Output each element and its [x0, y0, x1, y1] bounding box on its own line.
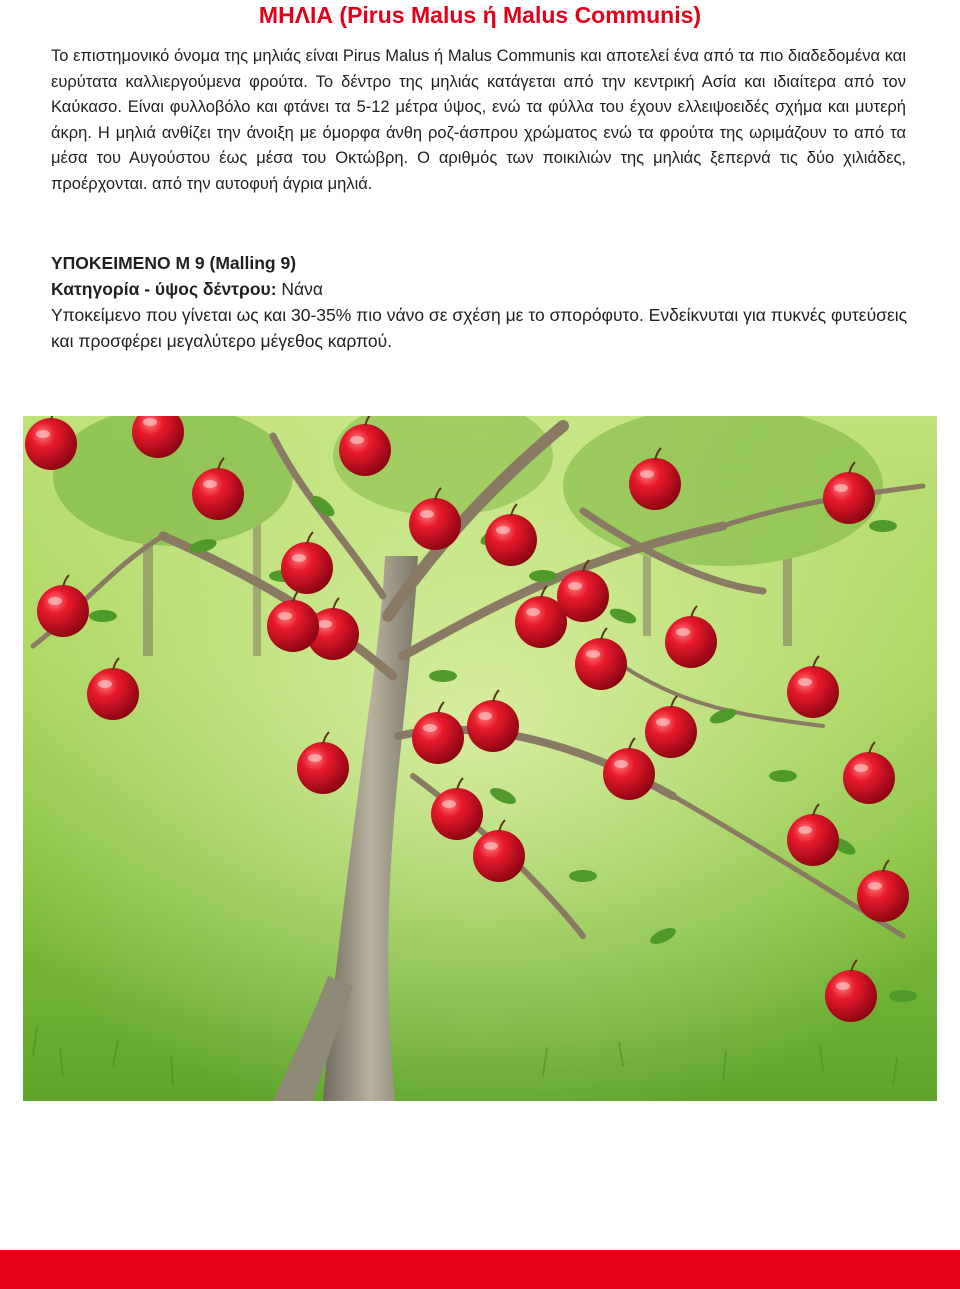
- apple-tree-photo: [23, 416, 937, 1101]
- footer-bar: [0, 1250, 960, 1289]
- intro-paragraph: Το επιστημονικό όνομα της μηλιάς είναι Pirus Malus ή Malus Communis και αποτελεί ένα από τα πιο διαδεδομένα και ευρύτατα καλλιεργούμενα φρούτα. Το δέντρο της μηλιάς κατάγεται από την κεντρική Ασία και ιδιαίτερα από τον Καύκασο. Είναι φυλλοβόλο και φτάνει τα 5-12 μέτρα ύψος, ενώ τα φύλλα του έχουν ελλειψοειδές σχήμα και μυτερή άκρη. Η μηλιά ανθίζει την άνοιξη με όμορφα άνθη ροζ-άσπρου χρώματος ενώ τα φρούτα της ωριμάζουν το από τα μέσα του Αυγούστου έως μέσα του Οκτώβρη. Ο αριθμός των ποικιλιών της μηλιάς ξεπερνά τις δύο χιλιάδες, προέρχονται. από την αυτοφυή άγρια μηλιά.: [51, 47, 906, 193]
- rootstock-category: [51, 276, 913, 302]
- rootstock-description: Υποκείμενο που γίνεται ως και 30-35% πιο νάνο σε σχέση με το σπορόφυτο. Ενδείκνυται για πυκνές φυτεύσεις και προσφέρει μεγαλύτερο μέγεθος καρπού.: [51, 305, 908, 351]
- category-value: Νάνα: [281, 279, 324, 299]
- rootstock-heading: ΥΠΟΚΕΙΜΕΝΟ Μ 9 (Malling 9): [51, 253, 297, 273]
- rootstock-section: [51, 250, 913, 354]
- page-title: ΜΗΛΙΑ (Pirus Malus ή Malus Communis): [258, 2, 702, 28]
- category-label: Κατηγορία - ύψος δέντρου:: [51, 279, 277, 299]
